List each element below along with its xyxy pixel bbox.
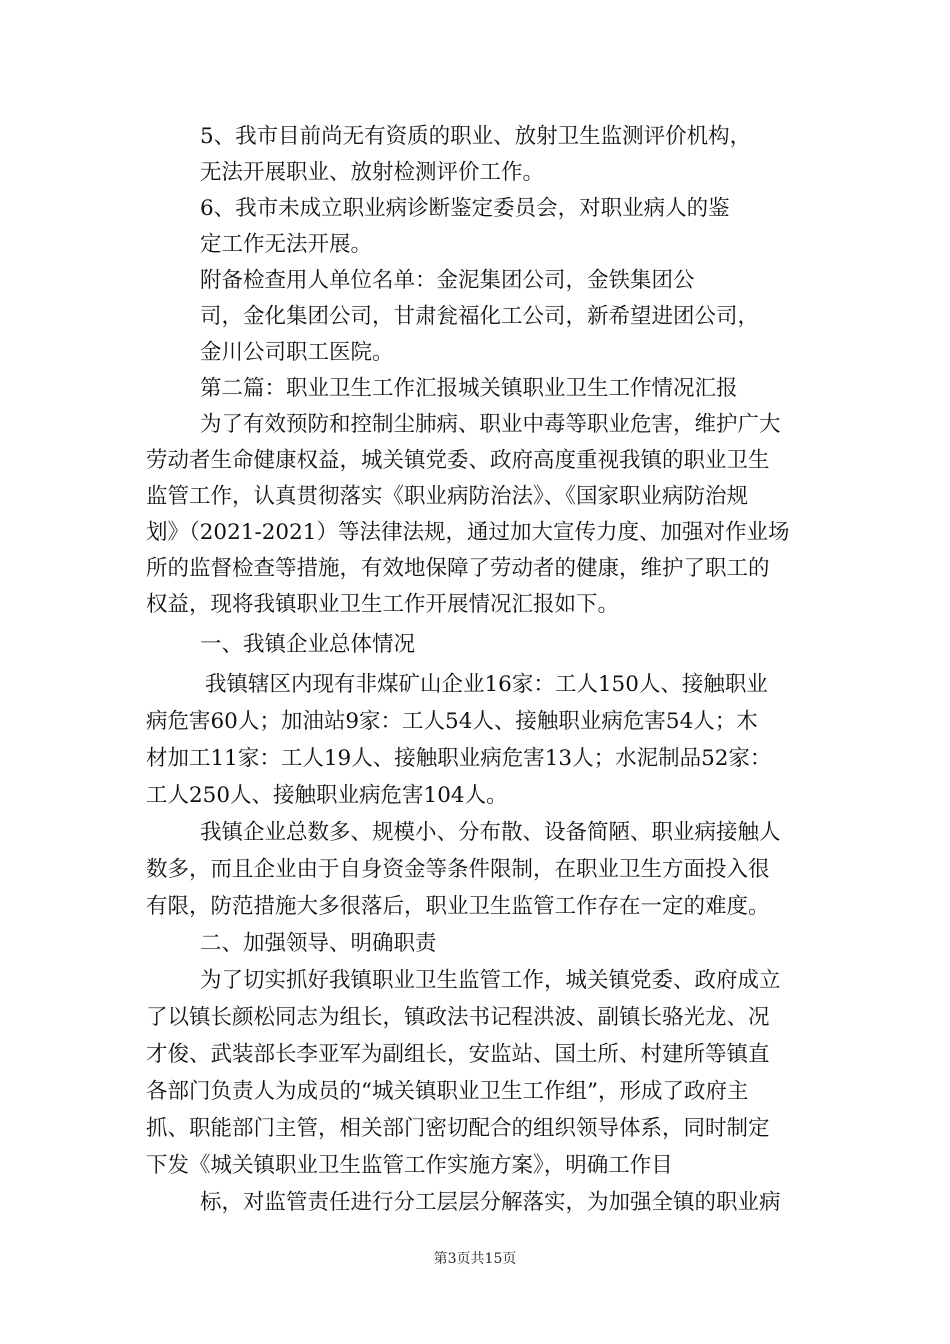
subsection-heading: 一、我镇企业总体情况	[200, 632, 416, 657]
text-line: 所的监督检查等措施，有效地保障了劳动者的健康，维护了职工的	[146, 556, 770, 581]
text-line: 工人250人、接触职业病危害104人。	[146, 783, 508, 808]
text-line: 监管工作，认真贯彻落实《职业病防治法》、《国家职业病防治规	[146, 484, 749, 509]
text-line: 各部门负责人为成员的“城关镇职业卫生工作组”，形成了政府主	[146, 1079, 749, 1104]
text-line: 为了有效预防和控制尘肺病、职业中毒等职业危害，维护广大	[200, 412, 781, 437]
text-line: 病危害60人；加油站9家：工人54人、接触职业病危害54人；木	[146, 709, 758, 734]
text-line: 5、我市目前尚无有资质的职业、放射卫生监测评价机构，	[200, 124, 752, 149]
text-line: 司，金化集团公司，甘肃瓮福化工公司，新希望进团公司，	[200, 304, 760, 329]
text-line: 下发《城关镇职业卫生监管工作实施方案》，明确工作目	[146, 1153, 673, 1178]
text-line: 我镇企业总数多、规模小、分布散、设备简陋、职业病接触人	[200, 820, 781, 845]
section-heading: 第二篇：职业卫生工作汇报城关镇职业卫生工作情况汇报	[200, 376, 738, 401]
text-line: 了以镇长颜松同志为组长，镇政法书记程洪波、副镇长骆光龙、况	[146, 1005, 770, 1030]
text-line: 附备检查用人单位名单：金泥集团公司，金铁集团公	[200, 268, 695, 293]
text-line: 材加工11家：工人19人、接触职业病危害13人；水泥制品52家：	[146, 746, 772, 771]
text-line: 标，对监管责任进行分工层层分解落实，为加强全镇的职业病	[200, 1190, 781, 1215]
subsection-heading: 二、加强领导、明确职责	[200, 931, 437, 956]
text-line: 劳动者生命健康权益，城关镇党委、政府高度重视我镇的职业卫生	[146, 448, 770, 473]
text-line: 权益，现将我镇职业卫生工作开展情况汇报如下。	[146, 592, 620, 617]
text-line: 为了切实抓好我镇职业卫生监管工作，城关镇党委、政府成立	[200, 968, 781, 993]
text-line: 有限，防范措施大多很落后，职业卫生监管工作存在一定的难度。	[146, 894, 770, 919]
text-line: 数多，而且企业由于自身资金等条件限制，在职业卫生方面投入很	[146, 857, 770, 882]
text-line: 才俊、武装部长李亚军为副组长，安监站、国土所、村建所等镇直	[146, 1042, 770, 1067]
text-line: 抓、职能部门主管，相关部门密切配合的组织领导体系，同时制定	[146, 1116, 770, 1141]
text-line: 无法开展职业、放射检测评价工作。	[200, 160, 545, 185]
text-line: 划》（2021-2021）等法律法规，通过加大宣传力度、加强对作业场	[146, 520, 790, 545]
text-line: 6、我市未成立职业病诊断鉴定委员会，对职业病人的鉴	[200, 196, 730, 221]
text-line: 我镇辖区内现有非煤矿山企业16家：工人150人、接触职业	[205, 672, 768, 697]
text-line: 定工作无法开展。	[200, 232, 373, 257]
text-line: 金川公司职工医院。	[200, 340, 394, 365]
page-number-footer: 第3页共15页	[433, 1251, 517, 1267]
